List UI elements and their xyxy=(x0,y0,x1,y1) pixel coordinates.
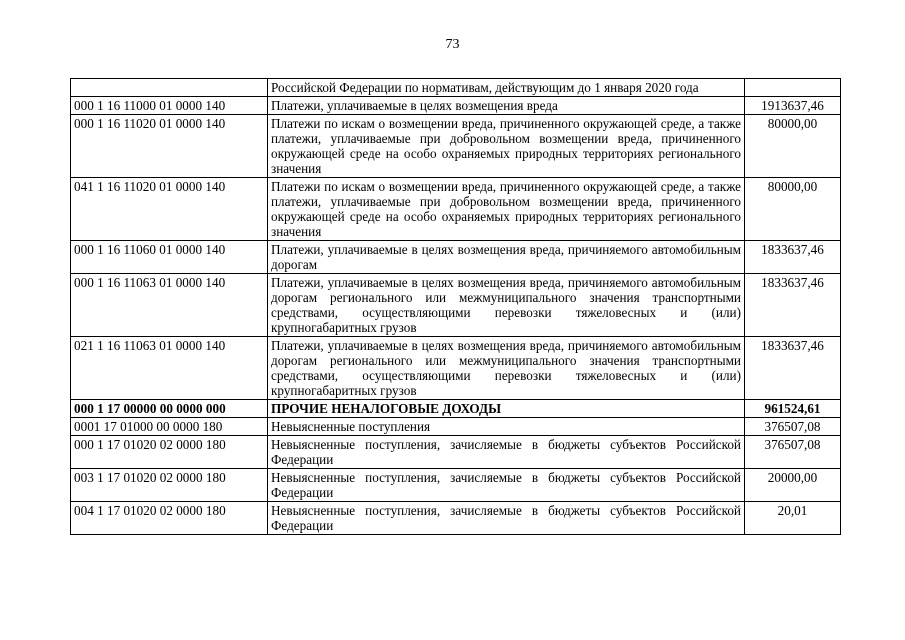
table-row xyxy=(71,241,841,274)
amount-cell: 80000,00 xyxy=(745,115,841,178)
budget-code-cell: 021 1 16 11063 01 0000 140 xyxy=(71,337,268,400)
budget-code-cell: 003 1 17 01020 02 0000 180 xyxy=(71,469,268,502)
amount-cell: 961524,61 xyxy=(745,400,841,418)
amount-cell: 1833637,46 xyxy=(745,274,841,337)
budget-code-cell: 000 1 16 11063 01 0000 140 xyxy=(71,274,268,337)
budget-code-cell: 000 1 16 11020 01 0000 140 xyxy=(71,115,268,178)
table-row xyxy=(71,436,841,469)
revenue-table xyxy=(70,78,841,535)
item-name-cell: Платежи, уплачиваемые в целях возмещения вреда xyxy=(268,97,745,115)
item-name-cell: Платежи по искам о возмещении вреда, причиненного окружающей среде, а также платежи, уплачиваемые при добровольном возмещении вреда, причиненного окружающей среде на особо охраняемых природных территориях регионального значения xyxy=(268,178,745,241)
amount-cell: 376507,08 xyxy=(745,436,841,469)
table-row xyxy=(71,115,841,178)
item-name-cell: Невыясненные поступления, зачисляемые в бюджеты субъектов Российской Федерации xyxy=(268,502,745,535)
item-name-cell: Невыясненные поступления, зачисляемые в бюджеты субъектов Российской Федерации xyxy=(268,469,745,502)
item-name-cell: Российской Федерации по нормативам, действующим до 1 января 2020 года xyxy=(268,79,745,97)
table-row xyxy=(71,400,841,418)
item-name-cell: Платежи по искам о возмещении вреда, причиненного окружающей среде, а также платежи, уплачиваемые при добровольном возмещении вреда, причиненного окружающей среде на особо охраняемых природных территориях регионального значения xyxy=(268,115,745,178)
revenue-table-body xyxy=(71,79,841,535)
amount-cell: 1833637,46 xyxy=(745,241,841,274)
page-number: 73 xyxy=(445,37,460,52)
item-name-cell: Платежи, уплачиваемые в целях возмещения вреда, причиняемого автомобильным дорогам регионального или межмуниципального значения транспортными средствами, осуществляющими перевозки тяжеловесных и (или) крупногабаритных грузов xyxy=(268,274,745,337)
table-row xyxy=(71,418,841,436)
budget-code-cell: 000 1 17 01020 02 0000 180 xyxy=(71,436,268,469)
budget-code-cell: 000 1 16 11000 01 0000 140 xyxy=(71,97,268,115)
amount-cell: 1913637,46 xyxy=(745,97,841,115)
budget-code-cell: 000 1 17 00000 00 0000 000 xyxy=(71,400,268,418)
amount-cell: 1833637,46 xyxy=(745,337,841,400)
item-name-cell: Платежи, уплачиваемые в целях возмещения вреда, причиняемого автомобильным дорогам регионального или межмуниципального значения транспортными средствами, осуществляющими перевозки тяжеловесных и (или) крупногабаритных грузов xyxy=(268,337,745,400)
table-row xyxy=(71,274,841,337)
item-name-cell: Платежи, уплачиваемые в целях возмещения вреда, причиняемого автомобильным дорогам xyxy=(268,241,745,274)
amount-cell xyxy=(745,79,841,97)
amount-cell: 376507,08 xyxy=(745,418,841,436)
item-name-cell: Невыясненные поступления, зачисляемые в бюджеты субъектов Российской Федерации xyxy=(268,436,745,469)
budget-code-cell: 0001 17 01000 00 0000 180 xyxy=(71,418,268,436)
table-row xyxy=(71,178,841,241)
amount-cell: 80000,00 xyxy=(745,178,841,241)
item-name-cell: ПРОЧИЕ НЕНАЛОГОВЫЕ ДОХОДЫ xyxy=(268,400,745,418)
budget-code-cell xyxy=(71,79,268,97)
amount-cell: 20000,00 xyxy=(745,469,841,502)
table-row xyxy=(71,79,841,97)
table-row xyxy=(71,469,841,502)
table-row xyxy=(71,502,841,535)
table-row xyxy=(71,337,841,400)
budget-code-cell: 004 1 17 01020 02 0000 180 xyxy=(71,502,268,535)
amount-cell: 20,01 xyxy=(745,502,841,535)
budget-code-cell: 000 1 16 11060 01 0000 140 xyxy=(71,241,268,274)
item-name-cell: Невыясненные поступления xyxy=(268,418,745,436)
table-row xyxy=(71,97,841,115)
budget-code-cell: 041 1 16 11020 01 0000 140 xyxy=(71,178,268,241)
